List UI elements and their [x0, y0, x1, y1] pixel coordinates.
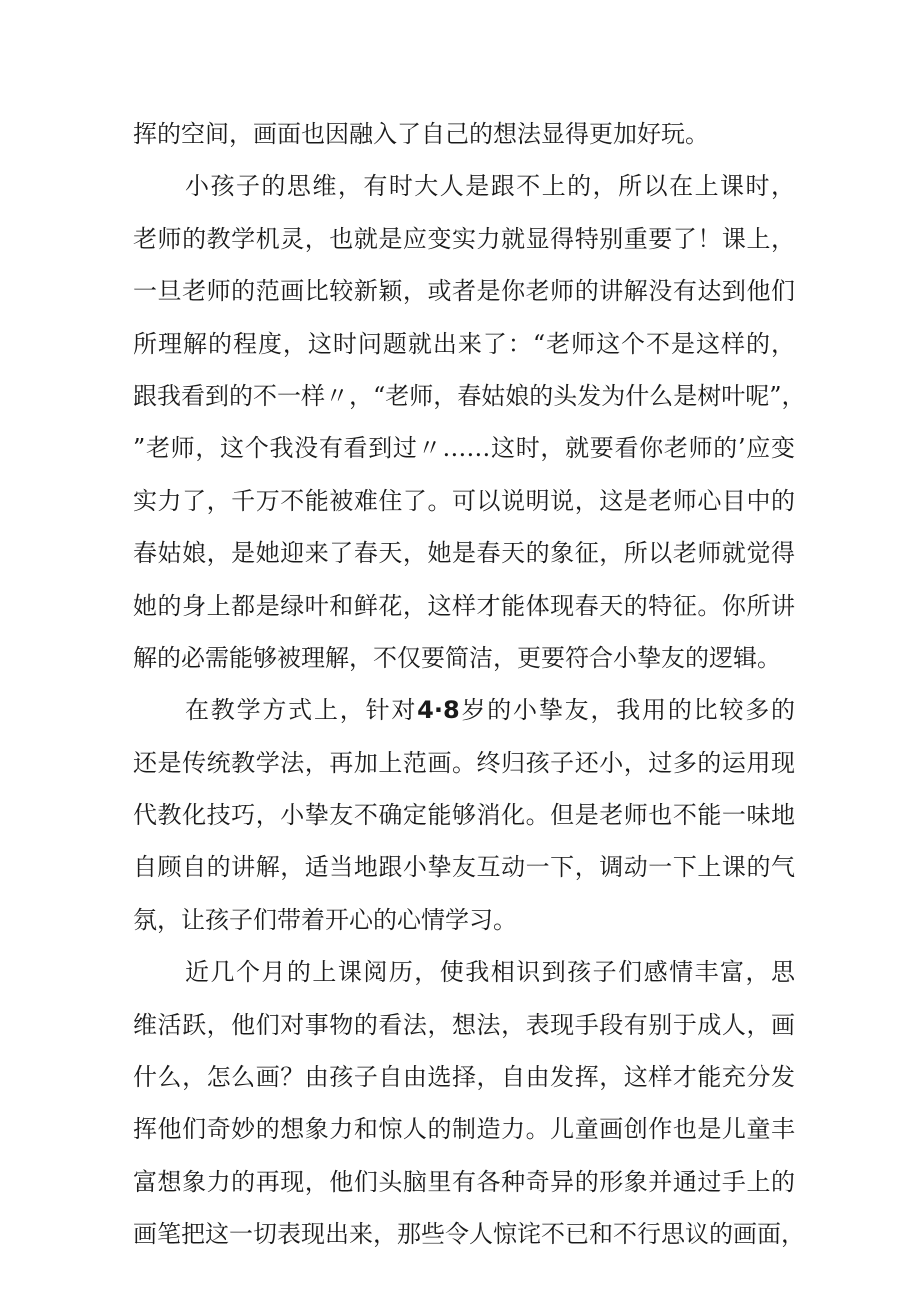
text-line: 小孩子的思维，有时大人是跟不上的，所以在上课时， — [185, 172, 795, 201]
text-line: 跟我看到的不一样〃，“老师，春姑娘的头发为什么是树叶呢”， — [133, 381, 806, 410]
age-range: 4·8 — [417, 696, 460, 725]
text-line: 挥的空间，画面也因融入了自己的想法显得更加好玩。 — [133, 120, 709, 148]
text-line: 春姑娘，是她迎来了春天，她是春天的象征，所以老师就觉得 — [133, 539, 795, 568]
text-line: 挥他们奇妙的想象力和惊人的制造力。儿童画创作也是儿童丰 — [133, 1115, 795, 1144]
text-line: 画笔把这一切表现出来，那些令人惊诧不已和不行思议的画面， — [133, 1220, 805, 1249]
text-line: 什么，怎么画？由孩子自由选择，自由发挥，这样才能充分发 — [133, 1063, 795, 1092]
text-line: 自顾自的讲解，适当地跟小挚友互动一下，调动一下上课的气 — [133, 853, 795, 882]
text-line: 氛，让孩子们带着开心的心情学习。 — [133, 905, 517, 934]
text-line: 维活跃，他们对事物的看法，想法，表现手段有别于成人，画 — [133, 1010, 795, 1039]
text-line — [133, 684, 795, 736]
text-line: 富想象力的再现，他们头脑里有各种奇异的形象并通过手上的 — [133, 1167, 795, 1196]
text-line: 解的必需能够被理解，不仅要简洁，更要符合小挚友的逻辑。 — [133, 643, 781, 672]
text-line: 还是传统教学法，再加上范画。终归孩子还小，过多的运用现 — [133, 748, 795, 777]
body-text — [133, 108, 806, 1261]
text-line: 老师的教学机灵，也就是应变实力就显得特别重要了！课上， — [133, 224, 795, 253]
text-line: 所理解的程度，这时问题就出来了：“老师这个不是这样的， — [133, 329, 795, 358]
text-line: 一旦老师的范画比较新颖，或者是你老师的讲解没有达到他们 — [133, 277, 795, 306]
text-segment: 岁的小挚友，我用的比较多的 — [459, 696, 796, 725]
text-line: 近几个月的上课阅历，使我相识到孩子们感情丰富，思 — [185, 958, 795, 987]
text-line: 代教化技巧，小挚友不确定能够消化。但是老师也不能一味地 — [133, 801, 795, 830]
text-line: 她的身上都是绿叶和鲜花，这样才能体现春天的特征。你所讲 — [133, 591, 795, 620]
text-line: 实力了，千万不能被难住了。可以说明说，这是老师心目中的 — [133, 486, 795, 515]
text-segment: 在教学方式上，针对 — [185, 696, 418, 725]
text-line: ”老师，这个我没有看到过〃……这时，就要看你老师的’应变 — [133, 434, 795, 463]
